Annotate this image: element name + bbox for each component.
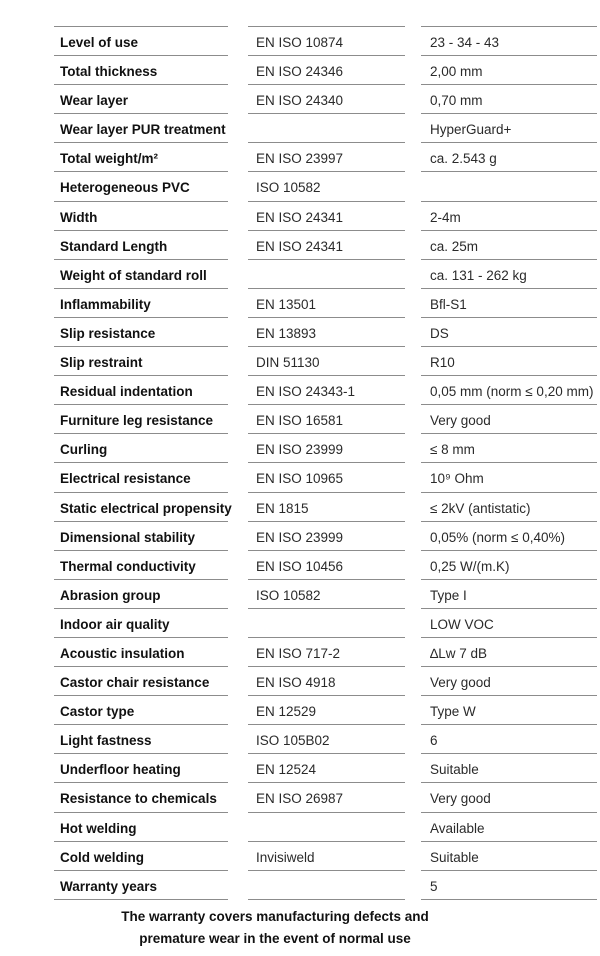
table-row [54,404,544,433]
value-cell: ≤ 8 mm [421,433,597,462]
norm-cell: EN ISO 24341 [248,201,405,230]
norm-cell [248,608,405,637]
table-row [54,724,544,753]
table-row [54,637,544,666]
property-cell: Cold welding [54,841,228,870]
property-cell: Light fastness [54,724,228,753]
table-row [54,317,544,346]
value-cell: Available [421,812,597,841]
property-cell: Wear layer [54,84,228,113]
property-cell: Underfloor heating [54,753,228,782]
property-cell: Hot welding [54,812,228,841]
value-cell: LOW VOC [421,608,597,637]
norm-cell: ISO 10582 [248,579,405,608]
table-row [54,841,544,870]
table-row [54,288,544,317]
norm-cell [248,812,405,841]
norm-cell: EN ISO 23997 [248,142,405,171]
norm-cell: EN ISO 4918 [248,666,405,695]
value-cell: Suitable [421,841,597,870]
norm-cell: EN 13893 [248,317,405,346]
table-row [54,521,565,550]
norm-cell: EN 12529 [248,695,405,724]
value-cell: 0,25 W/(m.K) [421,550,597,579]
property-cell: Level of use [54,26,228,55]
property-cell: Total thickness [54,55,228,84]
footnote-line-2: premature wear in the event of normal use [139,931,411,946]
property-cell: Castor chair resistance [54,666,228,695]
value-cell: Bfl-S1 [421,288,597,317]
norm-cell: EN ISO 24343-1 [248,375,405,404]
spec-table [54,26,594,899]
value-cell: 10⁹ Ohm [421,462,597,491]
table-row [54,259,544,288]
property-cell: Wear layer PUR treatment [54,113,228,142]
value-cell: DS [421,317,597,346]
table-row [54,492,544,521]
table-row [54,142,544,171]
norm-cell: EN ISO 10874 [248,26,405,55]
value-cell: 0,70 mm [421,84,597,113]
norm-cell: EN ISO 717-2 [248,637,405,666]
table-row [54,346,544,375]
value-cell: ca. 25m [421,230,597,259]
property-cell: Warranty years [54,870,228,900]
norm-cell: EN ISO 24341 [248,230,405,259]
value-cell: R10 [421,346,597,375]
table-row [54,579,544,608]
table-row [54,608,544,637]
property-cell: Total weight/m² [54,142,228,171]
table-row [54,433,544,462]
norm-cell: EN ISO 23999 [248,521,405,550]
norm-cell: EN ISO 23999 [248,433,405,462]
value-cell: 5 [421,870,597,900]
property-cell: Indoor air quality [54,608,228,637]
norm-cell: EN ISO 16581 [248,404,405,433]
norm-cell: EN ISO 10456 [248,550,405,579]
value-cell: 2,00 mm [421,55,597,84]
value-cell: Very good [421,404,597,433]
property-cell: Weight of standard roll [54,259,228,288]
property-cell: Castor type [54,695,228,724]
property-cell: Standard Length [54,230,228,259]
table-row [54,375,594,404]
norm-cell: EN ISO 24340 [248,84,405,113]
norm-cell: EN 12524 [248,753,405,782]
property-cell: Slip restraint [54,346,228,375]
value-cell: ca. 2.543 g [421,142,597,171]
value-cell: Very good [421,782,597,811]
value-cell: 2-4m [421,201,597,230]
table-row [54,84,544,113]
value-cell: Suitable [421,753,597,782]
value-cell: 6 [421,724,597,753]
table-row [54,812,544,841]
norm-cell: EN ISO 10965 [248,462,405,491]
table-row [54,55,544,84]
norm-cell: ISO 105B02 [248,724,405,753]
table-row [54,201,544,230]
property-cell: Thermal conductivity [54,550,228,579]
table-row [54,870,544,899]
norm-cell: DIN 51130 [248,346,405,375]
property-cell: Resistance to chemicals [54,782,228,811]
norm-cell: EN ISO 26987 [248,782,405,811]
value-cell: HyperGuard+ [421,113,597,142]
table-row [54,26,544,55]
norm-cell: EN 1815 [248,492,405,521]
value-cell: Type I [421,579,597,608]
norm-cell: ISO 10582 [248,171,405,200]
property-cell: Residual indentation [54,375,228,404]
value-cell: Type W [421,695,597,724]
value-cell: ≤ 2kV (antistatic) [421,492,597,521]
table-row [54,230,544,259]
property-cell: Heterogeneous PVC [54,171,228,200]
property-cell: Dimensional stability [54,521,228,550]
value-cell: 0,05 mm (norm ≤ 0,20 mm) [421,375,597,404]
norm-cell [248,259,405,288]
norm-cell: EN 13501 [248,288,405,317]
warranty-footnote [0,906,550,950]
property-cell: Curling [54,433,228,462]
value-cell [421,171,597,200]
property-cell: Acoustic insulation [54,637,228,666]
property-cell: Furniture leg resistance [54,404,228,433]
value-cell: 23 - 34 - 43 [421,26,597,55]
property-cell: Static electrical propensity [54,492,228,521]
property-cell: Slip resistance [54,317,228,346]
table-row [54,782,544,811]
table-row [54,695,544,724]
property-cell: Abrasion group [54,579,228,608]
norm-cell [248,113,405,142]
norm-cell: Invisiweld [248,841,405,870]
value-cell: ∆Lw 7 dB [421,637,597,666]
property-cell: Inflammability [54,288,228,317]
table-row [54,113,544,142]
norm-cell: EN ISO 24346 [248,55,405,84]
value-cell: 0,05% (norm ≤ 0,40%) [421,521,597,550]
property-cell: Electrical resistance [54,462,228,491]
table-row [54,462,544,491]
table-row [54,550,544,579]
value-cell: Very good [421,666,597,695]
footnote-line-1: The warranty covers manufacturing defects and [121,909,429,924]
table-row [54,753,544,782]
norm-cell [248,870,405,900]
property-cell: Width [54,201,228,230]
table-row [54,666,544,695]
value-cell: ca. 131 - 262 kg [421,259,597,288]
table-row [54,171,544,200]
